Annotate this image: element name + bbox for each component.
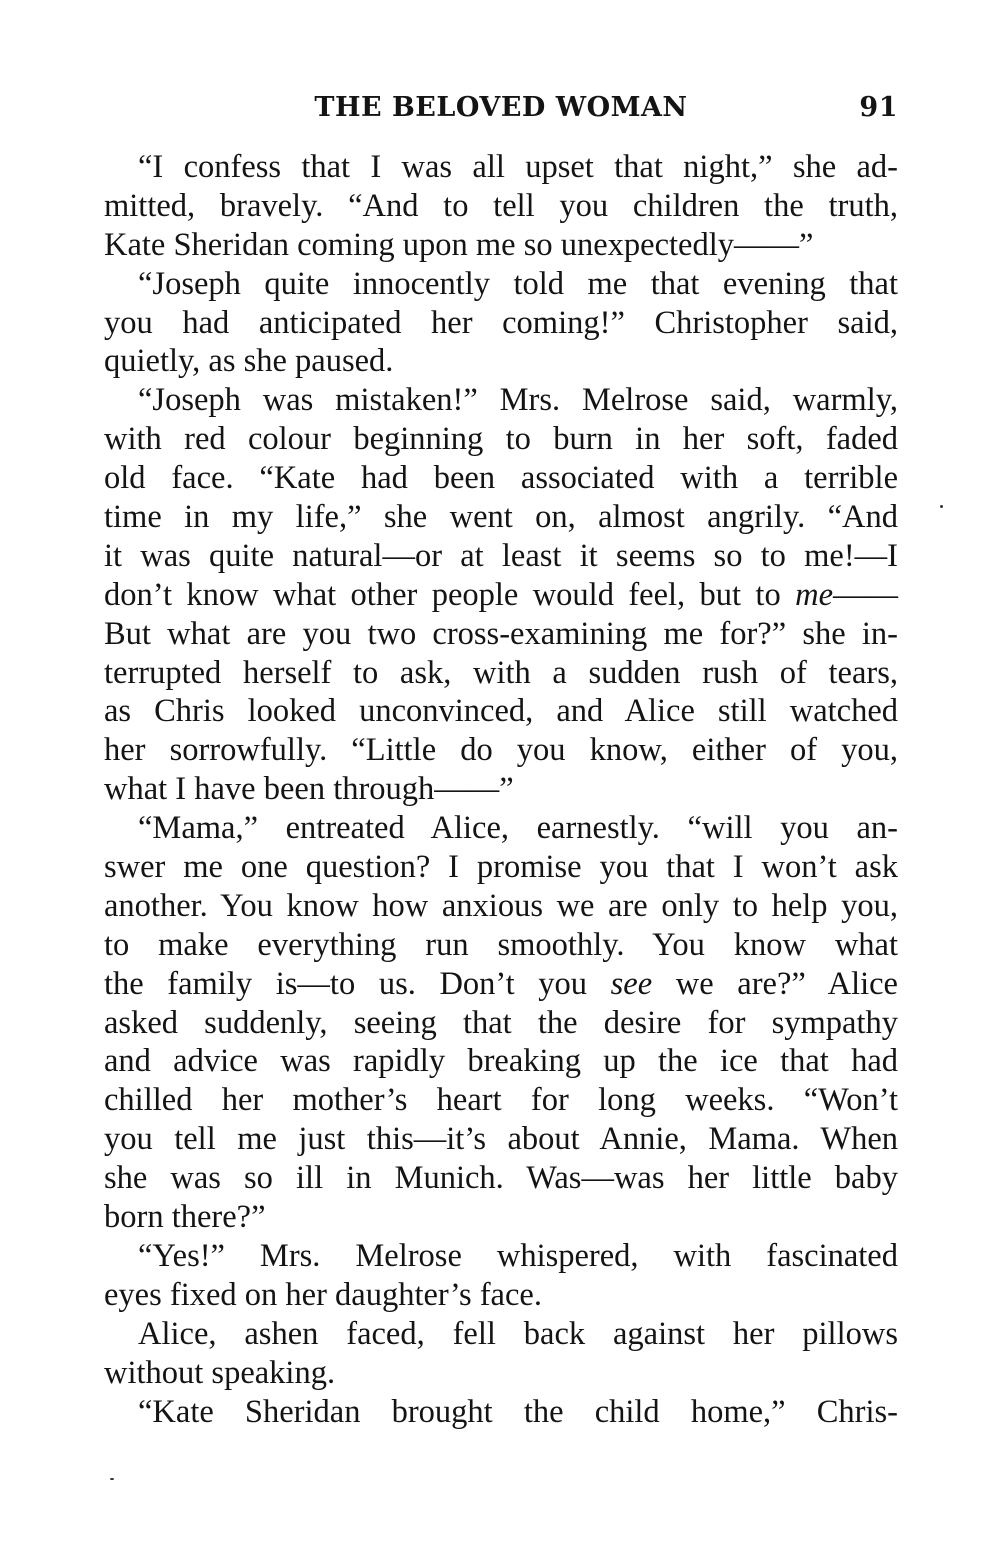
italic-word: see — [610, 965, 653, 1002]
text-line: what I have been through——” — [104, 771, 514, 808]
text-line: and advice was rapidly breaking up the ice that had — [104, 1043, 898, 1080]
italic-word: me — [795, 576, 833, 613]
text-line: born there?” — [104, 1199, 266, 1236]
text-line: you tell me just this—it’s about Annie, Mama. When — [104, 1121, 898, 1158]
text-line: “Joseph was mistaken!” Mrs. Melrose said, warmly, — [138, 382, 898, 419]
text-line: asked suddenly, seeing that the desire for sympathy — [104, 1004, 898, 1041]
text-line: Kate Sheridan coming upon me so unexpectedly——” — [104, 226, 814, 263]
text-line: old face. “Kate had been associated with a terrible — [104, 460, 898, 497]
text-line: But what are you two cross-examining me for?” she in- — [104, 615, 898, 652]
text-line: eyes fixed on her daughter’s face. — [104, 1276, 542, 1313]
text-line: her sorrowfully. “Little do you know, either of you, — [104, 732, 898, 769]
text-segment: we are?” Alice — [652, 965, 898, 1002]
print-speck — [940, 505, 943, 508]
text-segment: —— — [833, 576, 898, 613]
page-number: 91 — [859, 92, 898, 123]
text-line: it was quite natural—or at least it seems so to me!—I — [104, 537, 898, 574]
text-line: “I confess that I was all upset that night,” she ad- — [138, 149, 898, 185]
text-line: as Chris looked unconvinced, and Alice still watched — [104, 693, 898, 730]
text-line: chilled her mother’s heart for long weeks. “Won’t — [104, 1082, 898, 1119]
text-line: swer me one question? I promise you that I won’t ask — [104, 849, 898, 886]
text-line: “Yes!” Mrs. Melrose whispered, with fascinated — [138, 1237, 898, 1274]
text-line: terrupted herself to ask, with a sudden rush of tears, — [104, 654, 898, 691]
text-segment: don’t know what other people would feel, but to — [104, 576, 796, 613]
text-line: without speaking. — [104, 1354, 336, 1391]
body-text — [104, 148, 898, 1431]
text-line: time in my life,” she went on, almost angrily. “And — [104, 499, 898, 536]
text-line: Alice, ashen faced, fell back against her pillows — [138, 1315, 898, 1352]
text-line: mitted, bravely. “And to tell you children the truth, — [104, 187, 898, 224]
running-head — [104, 92, 898, 132]
text-line — [104, 576, 898, 615]
text-line: another. You know how anxious we are only to help you, — [104, 887, 898, 924]
print-speck — [110, 1478, 114, 1480]
text-line: “Mama,” entreated Alice, earnestly. “will you an- — [138, 810, 898, 847]
text-line — [104, 965, 898, 1004]
text-line: to make everything run smoothly. You know what — [104, 926, 898, 963]
running-title: THE BELOVED WOMAN — [314, 92, 688, 123]
text-line: she was so ill in Munich. Was—was her little baby — [104, 1160, 898, 1197]
text-line: you had anticipated her coming!” Christopher said, — [104, 304, 898, 341]
text-line: “Kate Sheridan brought the child home,” Chris- — [138, 1393, 898, 1430]
text-line: “Joseph quite innocently told me that evening that — [138, 265, 898, 302]
text-line: with red colour beginning to burn in her soft, faded — [104, 421, 898, 458]
text-line: quietly, as she paused. — [104, 343, 394, 380]
text-segment: the family is—to us. Don’t you — [104, 965, 611, 1002]
